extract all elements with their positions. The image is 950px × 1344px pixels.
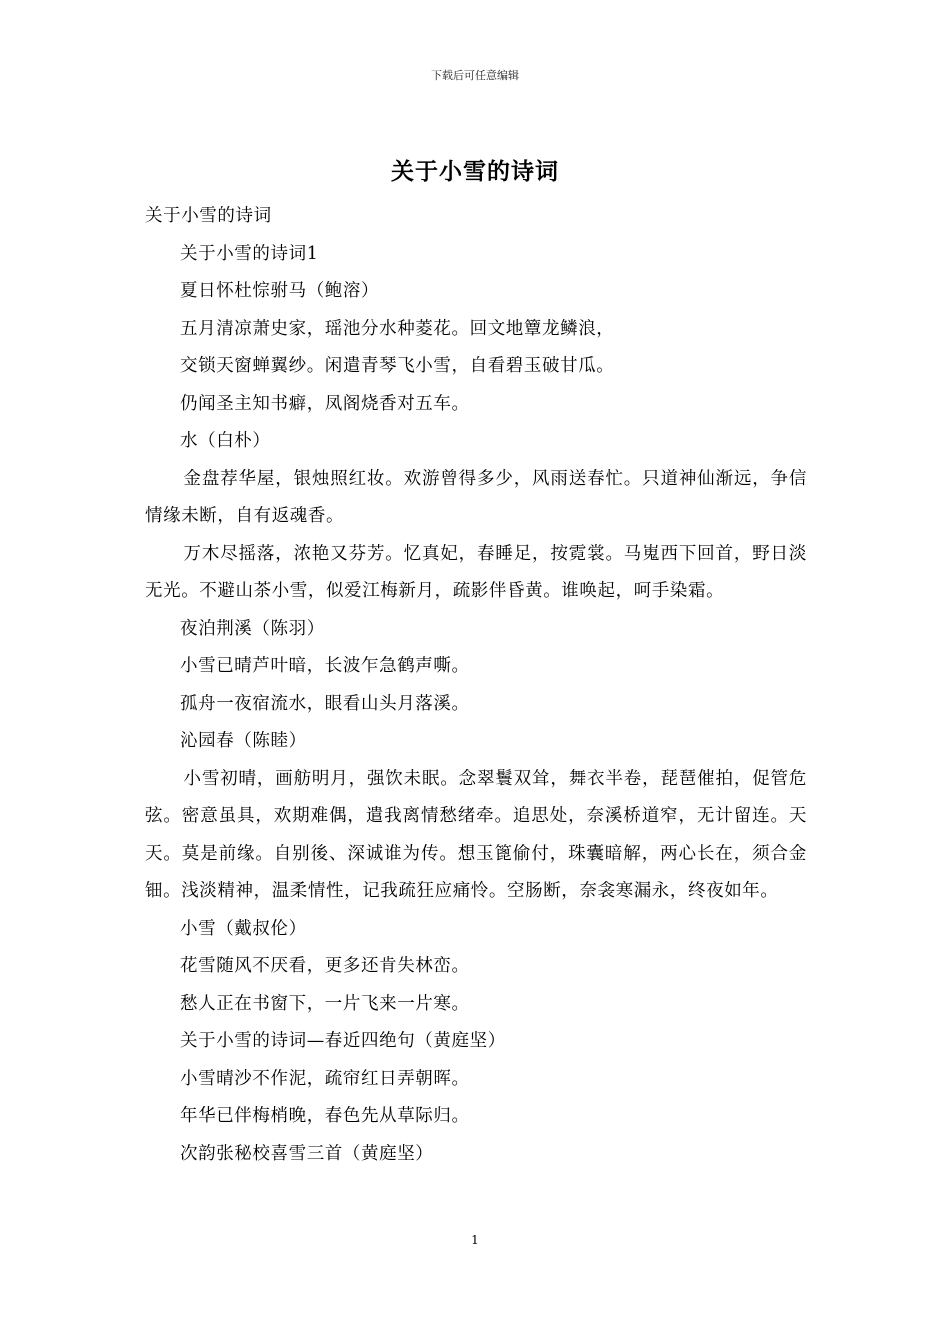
poem-paragraph: 万木尽摇落，浓艳又芬芳。忆真妃，春睡足，按霓裳。马嵬西下回首，野日淡无光。不避山茶小雪，似爱江梅新月，疏影伴昏黄。谁唤起，呵手染霜。 [145, 543, 807, 601]
poem-title: 关于小雪的诗词—春近四绝句（黄庭坚） [180, 1031, 506, 1051]
poem-line: 五月清凉萧史家，瑶池分水种菱花。回文地簟龙鳞浪， [180, 318, 615, 339]
poem-line: 小雪已晴芦叶暗，长波乍急鹤声嘶。 [180, 656, 470, 676]
poem-line: 花雪随风不厌看，更多还肯失林峦。 [180, 956, 470, 976]
poem-paragraph: 小雪初晴，画舫明月，强饮未眠。念翠鬟双耸，舞衣半卷，琵琶催拍，促管危弦。密意虽具，欢期难偶，遣我离情愁绪牵。追思处，奈溪桥道窄，无计留连。天天。莫是前缘。自别後、深诚谁为传。想玉篦偷付，珠囊暗解，两心长在，须合金钿。浅淡精神，温柔情性，记我疏狂应痛怜。空肠断，奈衾寒漏永，终夜如年。 [145, 768, 807, 901]
poem-line: 愁人正在书窗下，一片飞来一片寒。 [180, 993, 470, 1014]
poem-line: 年华已伴梅梢晚，春色先从草际归。 [180, 1106, 470, 1126]
poem-title: 沁园春（陈睦） [180, 731, 307, 751]
page-number: 1 [471, 1233, 479, 1247]
poem-title: 小雪（戴叔伦） [180, 918, 307, 939]
poem-line: 小雪晴沙不作泥，疏帘红日弄朝晖。 [180, 1068, 470, 1089]
poem-paragraph: 金盘荐华屋，银烛照红妆。欢游曾得多少，风雨送春忙。只道神仙渐远，争信情缘未断，自有返魂香。 [145, 468, 807, 526]
poem-line: 仍闻圣主知书癖，凤阁烧香对五车。 [180, 393, 470, 414]
poem-title: 夏日怀杜悰驸马（鲍溶） [180, 281, 380, 301]
page-header: 下载后可任意编辑 [431, 69, 519, 82]
section-heading: 关于小雪的诗词1 [180, 243, 319, 264]
poem-line: 交锁天窗蝉翼纱。闲遣青琴飞小雪，自看碧玉破甘瓜。 [180, 356, 615, 376]
poem-line: 孤舟一夜宿流水，眼看山头月落溪。 [180, 693, 470, 714]
body-heading: 关于小雪的诗词 [145, 206, 272, 226]
poem-title: 次韵张秘校喜雪三首（黄庭坚） [180, 1143, 434, 1164]
document-body [145, 198, 807, 1173]
poem-title: 水（白朴） [180, 431, 271, 451]
poem-title: 夜泊荆溪（陈羽） [180, 618, 325, 639]
document-title: 关于小雪的诗词 [391, 158, 559, 185]
